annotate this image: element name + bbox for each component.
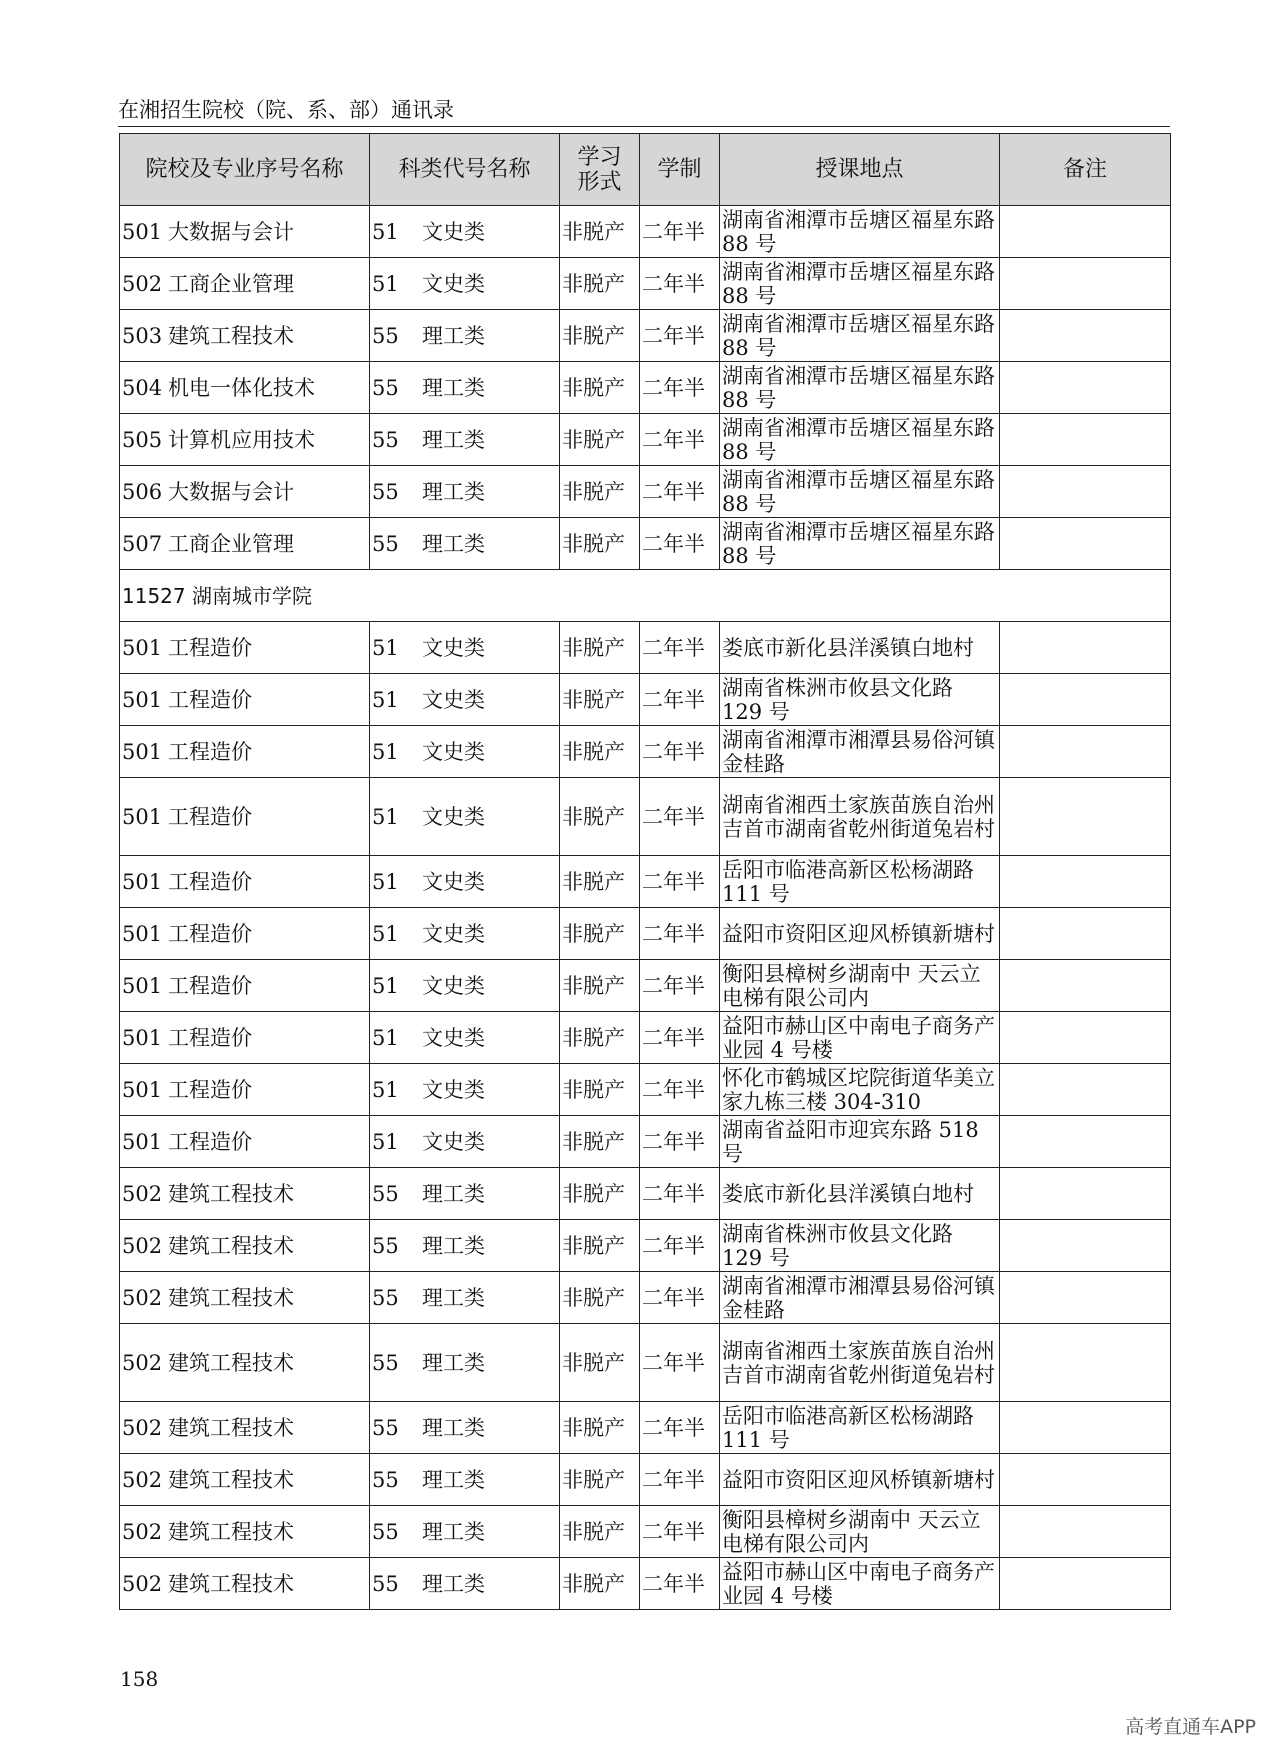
- cell-address: 湖南省株洲市攸县文化路 129 号: [720, 674, 1000, 726]
- cell-school-major: [120, 258, 370, 310]
- major-name: 大数据与会计: [168, 479, 294, 504]
- cell-category: [370, 778, 560, 856]
- major-name: 工程造价: [168, 1129, 252, 1154]
- cell-note: [1000, 856, 1171, 908]
- category-code: 51: [372, 635, 399, 660]
- cell-school-major: [120, 1402, 370, 1454]
- category-code: 51: [372, 869, 399, 894]
- major-name: 工程造价: [168, 739, 252, 764]
- major-number: 502: [122, 1350, 163, 1375]
- cell-length: 二年半: [640, 414, 720, 466]
- category-name: 理工类: [422, 1233, 485, 1258]
- cell-length: 二年半: [640, 362, 720, 414]
- cell-length: 二年半: [640, 726, 720, 778]
- section-row: [120, 570, 1171, 622]
- major-number: 501: [122, 219, 163, 244]
- category-name: 理工类: [422, 1350, 485, 1375]
- cell-mode: 非脱产: [560, 518, 640, 570]
- cell-school-major: [120, 674, 370, 726]
- cell-category: [370, 856, 560, 908]
- cell-address: 益阳市资阳区迎风桥镇新塘村: [720, 1454, 1000, 1506]
- cell-address: 衡阳县樟树乡湖南中 天云立电梯有限公司内: [720, 1506, 1000, 1558]
- cell-note: [1000, 908, 1171, 960]
- cell-note: [1000, 622, 1171, 674]
- major-number: 505: [122, 427, 163, 452]
- table-row: [120, 1220, 1171, 1272]
- page-header-title: 在湘招生院校（院、系、部）通讯录: [118, 98, 454, 122]
- cell-category: [370, 1506, 560, 1558]
- cell-category: [370, 908, 560, 960]
- category-code: 55: [372, 1350, 399, 1375]
- major-number: 507: [122, 531, 163, 556]
- cell-address: 岳阳市临港高新区松杨湖路 111 号: [720, 1402, 1000, 1454]
- cell-mode: 非脱产: [560, 1012, 640, 1064]
- category-name: 理工类: [422, 427, 485, 452]
- major-name: 工商企业管理: [168, 531, 294, 556]
- major-number: 502: [122, 1181, 163, 1206]
- category-code: 55: [372, 1519, 399, 1544]
- cell-length: 二年半: [640, 1506, 720, 1558]
- cell-category: [370, 414, 560, 466]
- cell-school-major: [120, 310, 370, 362]
- listing-table: [119, 133, 1171, 1610]
- table-header: [120, 134, 1171, 206]
- cell-length: 二年半: [640, 1064, 720, 1116]
- cell-mode: 非脱产: [560, 414, 640, 466]
- table-row: [120, 960, 1171, 1012]
- watermark: 高考直通车APP: [1125, 1716, 1256, 1738]
- cell-category: [370, 206, 560, 258]
- category-name: 文史类: [422, 687, 485, 712]
- cell-note: [1000, 1220, 1171, 1272]
- cell-mode: 非脱产: [560, 1116, 640, 1168]
- table-row: [120, 206, 1171, 258]
- major-name: 建筑工程技术: [168, 323, 294, 348]
- cell-mode: 非脱产: [560, 622, 640, 674]
- cell-length: 二年半: [640, 1272, 720, 1324]
- cell-address: 湖南省湘潭市岳塘区福星东路 88 号: [720, 206, 1000, 258]
- cell-category: [370, 1064, 560, 1116]
- cell-category: [370, 518, 560, 570]
- cell-address: 湖南省湘潭市岳塘区福星东路 88 号: [720, 310, 1000, 362]
- cell-length: 二年半: [640, 622, 720, 674]
- cell-school-major: [120, 726, 370, 778]
- cell-category: [370, 1168, 560, 1220]
- cell-school-major: [120, 1064, 370, 1116]
- col-header-mode: [560, 134, 640, 206]
- cell-category: [370, 1324, 560, 1402]
- table-row: [120, 518, 1171, 570]
- category-name: 文史类: [422, 1077, 485, 1102]
- cell-school-major: [120, 518, 370, 570]
- table-row: [120, 908, 1171, 960]
- cell-mode: 非脱产: [560, 778, 640, 856]
- category-name: 理工类: [422, 1285, 485, 1310]
- cell-address: 湖南省株洲市攸县文化路 129 号: [720, 1220, 1000, 1272]
- cell-note: [1000, 1168, 1171, 1220]
- category-code: 51: [372, 219, 399, 244]
- cell-mode: 非脱产: [560, 856, 640, 908]
- major-name: 建筑工程技术: [168, 1181, 294, 1206]
- category-code: 51: [372, 973, 399, 998]
- major-name: 计算机应用技术: [168, 427, 315, 452]
- cell-length: 二年半: [640, 674, 720, 726]
- category-name: 理工类: [422, 479, 485, 504]
- cell-address: 湖南省湘潭市岳塘区福星东路 88 号: [720, 466, 1000, 518]
- cell-length: 二年半: [640, 1454, 720, 1506]
- major-number: 501: [122, 739, 163, 764]
- category-code: 55: [372, 531, 399, 556]
- cell-mode: 非脱产: [560, 1064, 640, 1116]
- cell-mode: 非脱产: [560, 1506, 640, 1558]
- cell-mode: 非脱产: [560, 1272, 640, 1324]
- major-number: 501: [122, 1077, 163, 1102]
- major-name: 工商企业管理: [168, 271, 294, 296]
- major-number: 501: [122, 804, 163, 829]
- major-number: 501: [122, 1025, 163, 1050]
- col-header-address: 授课地点: [720, 134, 1000, 206]
- cell-mode: 非脱产: [560, 258, 640, 310]
- cell-category: [370, 362, 560, 414]
- cell-mode: 非脱产: [560, 466, 640, 518]
- major-number: 502: [122, 1519, 163, 1544]
- cell-length: 二年半: [640, 1012, 720, 1064]
- category-name: 文史类: [422, 635, 485, 660]
- col-header-length: 学制: [640, 134, 720, 206]
- cell-address: 益阳市赫山区中南电子商务产业园 4 号楼: [720, 1558, 1000, 1610]
- major-number: 506: [122, 479, 163, 504]
- col-header-category: 科类代号名称: [370, 134, 560, 206]
- cell-category: [370, 674, 560, 726]
- table-row: [120, 622, 1171, 674]
- table-row: [120, 414, 1171, 466]
- cell-mode: 非脱产: [560, 1454, 640, 1506]
- cell-mode: 非脱产: [560, 310, 640, 362]
- cell-note: [1000, 1506, 1171, 1558]
- cell-note: [1000, 1402, 1171, 1454]
- cell-note: [1000, 960, 1171, 1012]
- cell-length: 二年半: [640, 310, 720, 362]
- cell-address: 益阳市资阳区迎风桥镇新塘村: [720, 908, 1000, 960]
- cell-school-major: [120, 622, 370, 674]
- table-row: [120, 258, 1171, 310]
- category-code: 55: [372, 1571, 399, 1596]
- cell-address: 湖南省湘潭市岳塘区福星东路 88 号: [720, 258, 1000, 310]
- major-name: 工程造价: [168, 973, 252, 998]
- table-row: [120, 362, 1171, 414]
- cell-mode: 非脱产: [560, 674, 640, 726]
- major-number: 502: [122, 271, 163, 296]
- category-name: 理工类: [422, 1571, 485, 1596]
- cell-school-major: [120, 1220, 370, 1272]
- table-row: [120, 1558, 1171, 1610]
- major-number: 501: [122, 921, 163, 946]
- cell-school-major: [120, 1272, 370, 1324]
- cell-note: [1000, 466, 1171, 518]
- cell-school-major: [120, 1454, 370, 1506]
- cell-note: [1000, 1324, 1171, 1402]
- cell-length: 二年半: [640, 1558, 720, 1610]
- cell-length: 二年半: [640, 258, 720, 310]
- major-number: 503: [122, 323, 163, 348]
- table-body: [120, 206, 1171, 1610]
- category-name: 理工类: [422, 1467, 485, 1492]
- category-code: 55: [372, 427, 399, 452]
- cell-note: [1000, 674, 1171, 726]
- cell-school-major: [120, 1012, 370, 1064]
- category-name: 文史类: [422, 869, 485, 894]
- category-code: 55: [372, 1415, 399, 1440]
- major-name: 工程造价: [168, 635, 252, 660]
- category-name: 文史类: [422, 1025, 485, 1050]
- col-header-mode-line2: 形式: [577, 169, 622, 195]
- category-name: 文史类: [422, 1129, 485, 1154]
- category-name: 理工类: [422, 375, 485, 400]
- cell-school-major: [120, 466, 370, 518]
- cell-note: [1000, 1454, 1171, 1506]
- cell-school-major: [120, 206, 370, 258]
- cell-category: [370, 258, 560, 310]
- table-row: [120, 856, 1171, 908]
- cell-school-major: [120, 362, 370, 414]
- major-number: 502: [122, 1467, 163, 1492]
- cell-mode: 非脱产: [560, 206, 640, 258]
- cell-address: 娄底市新化县洋溪镇白地村: [720, 1168, 1000, 1220]
- col-header-school-major: 院校及专业序号名称: [120, 134, 370, 206]
- table-row: [120, 1116, 1171, 1168]
- cell-mode: 非脱产: [560, 1558, 640, 1610]
- section-label: 11527 湖南城市学院: [120, 570, 1171, 622]
- cell-mode: 非脱产: [560, 1402, 640, 1454]
- cell-length: 二年半: [640, 856, 720, 908]
- table-row: [120, 310, 1171, 362]
- category-code: 51: [372, 271, 399, 296]
- cell-address: 怀化市鹤城区坨院街道华美立家九栋三楼 304-310: [720, 1064, 1000, 1116]
- category-name: 文史类: [422, 804, 485, 829]
- cell-note: [1000, 1064, 1171, 1116]
- cell-note: [1000, 1272, 1171, 1324]
- category-name: 文史类: [422, 921, 485, 946]
- cell-mode: 非脱产: [560, 1324, 640, 1402]
- category-name: 理工类: [422, 1181, 485, 1206]
- cell-school-major: [120, 1558, 370, 1610]
- category-code: 55: [372, 479, 399, 504]
- category-code: 51: [372, 1129, 399, 1154]
- category-code: 55: [372, 323, 399, 348]
- category-code: 51: [372, 921, 399, 946]
- major-name: 建筑工程技术: [168, 1467, 294, 1492]
- category-code: 51: [372, 1077, 399, 1102]
- major-number: 502: [122, 1285, 163, 1310]
- cell-school-major: [120, 414, 370, 466]
- cell-category: [370, 1454, 560, 1506]
- cell-school-major: [120, 960, 370, 1012]
- category-code: 55: [372, 1233, 399, 1258]
- cell-note: [1000, 414, 1171, 466]
- cell-school-major: [120, 856, 370, 908]
- cell-mode: 非脱产: [560, 1220, 640, 1272]
- category-code: 55: [372, 1181, 399, 1206]
- category-name: 理工类: [422, 323, 485, 348]
- table-row: [120, 1012, 1171, 1064]
- major-name: 建筑工程技术: [168, 1285, 294, 1310]
- category-name: 文史类: [422, 219, 485, 244]
- major-name: 工程造价: [168, 687, 252, 712]
- category-code: 51: [372, 1025, 399, 1050]
- table-row: [120, 726, 1171, 778]
- cell-note: [1000, 1558, 1171, 1610]
- cell-category: [370, 1272, 560, 1324]
- cell-address: 湖南省湘潭市岳塘区福星东路 88 号: [720, 414, 1000, 466]
- cell-mode: 非脱产: [560, 960, 640, 1012]
- cell-length: 二年半: [640, 1220, 720, 1272]
- category-code: 51: [372, 739, 399, 764]
- cell-address: 湖南省益阳市迎宾东路 518 号: [720, 1116, 1000, 1168]
- cell-length: 二年半: [640, 518, 720, 570]
- category-code: 55: [372, 375, 399, 400]
- cell-mode: 非脱产: [560, 908, 640, 960]
- category-name: 理工类: [422, 1519, 485, 1544]
- cell-mode: 非脱产: [560, 362, 640, 414]
- cell-school-major: [120, 908, 370, 960]
- major-number: 501: [122, 687, 163, 712]
- cell-school-major: [120, 1506, 370, 1558]
- major-number: 504: [122, 375, 163, 400]
- major-name: 大数据与会计: [168, 219, 294, 244]
- category-name: 理工类: [422, 531, 485, 556]
- table-row: [120, 674, 1171, 726]
- cell-length: 二年半: [640, 1402, 720, 1454]
- cell-mode: 非脱产: [560, 726, 640, 778]
- category-name: 理工类: [422, 1415, 485, 1440]
- major-name: 建筑工程技术: [168, 1571, 294, 1596]
- cell-address: 湖南省湘潭市湘潭县易俗河镇金桂路: [720, 726, 1000, 778]
- major-name: 建筑工程技术: [168, 1350, 294, 1375]
- major-name: 工程造价: [168, 869, 252, 894]
- category-name: 文史类: [422, 271, 485, 296]
- cell-category: [370, 1558, 560, 1610]
- cell-category: [370, 726, 560, 778]
- col-header-mode-line1: 学习: [577, 144, 622, 170]
- cell-note: [1000, 518, 1171, 570]
- table-row: [120, 1324, 1171, 1402]
- major-number: 501: [122, 869, 163, 894]
- category-code: 51: [372, 804, 399, 829]
- table-row: [120, 1064, 1171, 1116]
- table-row: [120, 1272, 1171, 1324]
- cell-note: [1000, 1012, 1171, 1064]
- table-row: [120, 466, 1171, 518]
- cell-length: 二年半: [640, 466, 720, 518]
- cell-address: 益阳市赫山区中南电子商务产业园 4 号楼: [720, 1012, 1000, 1064]
- major-name: 建筑工程技术: [168, 1519, 294, 1544]
- cell-note: [1000, 310, 1171, 362]
- cell-note: [1000, 726, 1171, 778]
- major-number: 501: [122, 973, 163, 998]
- major-name: 建筑工程技术: [168, 1233, 294, 1258]
- cell-length: 二年半: [640, 1324, 720, 1402]
- cell-note: [1000, 206, 1171, 258]
- major-number: 502: [122, 1233, 163, 1258]
- cell-note: [1000, 1116, 1171, 1168]
- category-name: 文史类: [422, 739, 485, 764]
- cell-category: [370, 1220, 560, 1272]
- category-name: 文史类: [422, 973, 485, 998]
- major-number: 501: [122, 1129, 163, 1154]
- cell-category: [370, 1402, 560, 1454]
- cell-category: [370, 622, 560, 674]
- table-row: [120, 778, 1171, 856]
- major-number: 502: [122, 1571, 163, 1596]
- table-row: [120, 1454, 1171, 1506]
- major-number: 502: [122, 1415, 163, 1440]
- cell-address: 湖南省湘西土家族苗族自治州吉首市湖南省乾州街道兔岩村: [720, 778, 1000, 856]
- cell-length: 二年半: [640, 908, 720, 960]
- cell-category: [370, 466, 560, 518]
- cell-address: 湖南省湘西土家族苗族自治州吉首市湖南省乾州街道兔岩村: [720, 1324, 1000, 1402]
- cell-category: [370, 1116, 560, 1168]
- cell-note: [1000, 258, 1171, 310]
- col-header-note: 备注: [1000, 134, 1171, 206]
- cell-category: [370, 310, 560, 362]
- major-name: 工程造价: [168, 804, 252, 829]
- table-row: [120, 1506, 1171, 1558]
- cell-note: [1000, 778, 1171, 856]
- category-code: 55: [372, 1285, 399, 1310]
- major-name: 工程造价: [168, 1077, 252, 1102]
- cell-length: 二年半: [640, 960, 720, 1012]
- page-number: 158: [120, 1667, 159, 1691]
- major-name: 建筑工程技术: [168, 1415, 294, 1440]
- cell-address: 湖南省湘潭市岳塘区福星东路 88 号: [720, 518, 1000, 570]
- cell-category: [370, 960, 560, 1012]
- category-code: 51: [372, 687, 399, 712]
- major-number: 501: [122, 635, 163, 660]
- cell-address: 湖南省湘潭市岳塘区福星东路 88 号: [720, 362, 1000, 414]
- cell-length: 二年半: [640, 1116, 720, 1168]
- cell-length: 二年半: [640, 778, 720, 856]
- cell-school-major: [120, 1324, 370, 1402]
- cell-address: 衡阳县樟树乡湖南中 天云立电梯有限公司内: [720, 960, 1000, 1012]
- cell-mode: 非脱产: [560, 1168, 640, 1220]
- header-rule: [118, 126, 1170, 127]
- cell-length: 二年半: [640, 1168, 720, 1220]
- cell-note: [1000, 362, 1171, 414]
- cell-school-major: [120, 1116, 370, 1168]
- major-name: 工程造价: [168, 1025, 252, 1050]
- major-name: 工程造价: [168, 921, 252, 946]
- cell-school-major: [120, 1168, 370, 1220]
- major-name: 机电一体化技术: [168, 375, 315, 400]
- table-row: [120, 1402, 1171, 1454]
- cell-length: 二年半: [640, 206, 720, 258]
- table-row: [120, 1168, 1171, 1220]
- cell-address: 岳阳市临港高新区松杨湖路 111 号: [720, 856, 1000, 908]
- cell-school-major: [120, 778, 370, 856]
- cell-category: [370, 1012, 560, 1064]
- category-code: 55: [372, 1467, 399, 1492]
- cell-address: 娄底市新化县洋溪镇白地村: [720, 622, 1000, 674]
- cell-address: 湖南省湘潭市湘潭县易俗河镇金桂路: [720, 1272, 1000, 1324]
